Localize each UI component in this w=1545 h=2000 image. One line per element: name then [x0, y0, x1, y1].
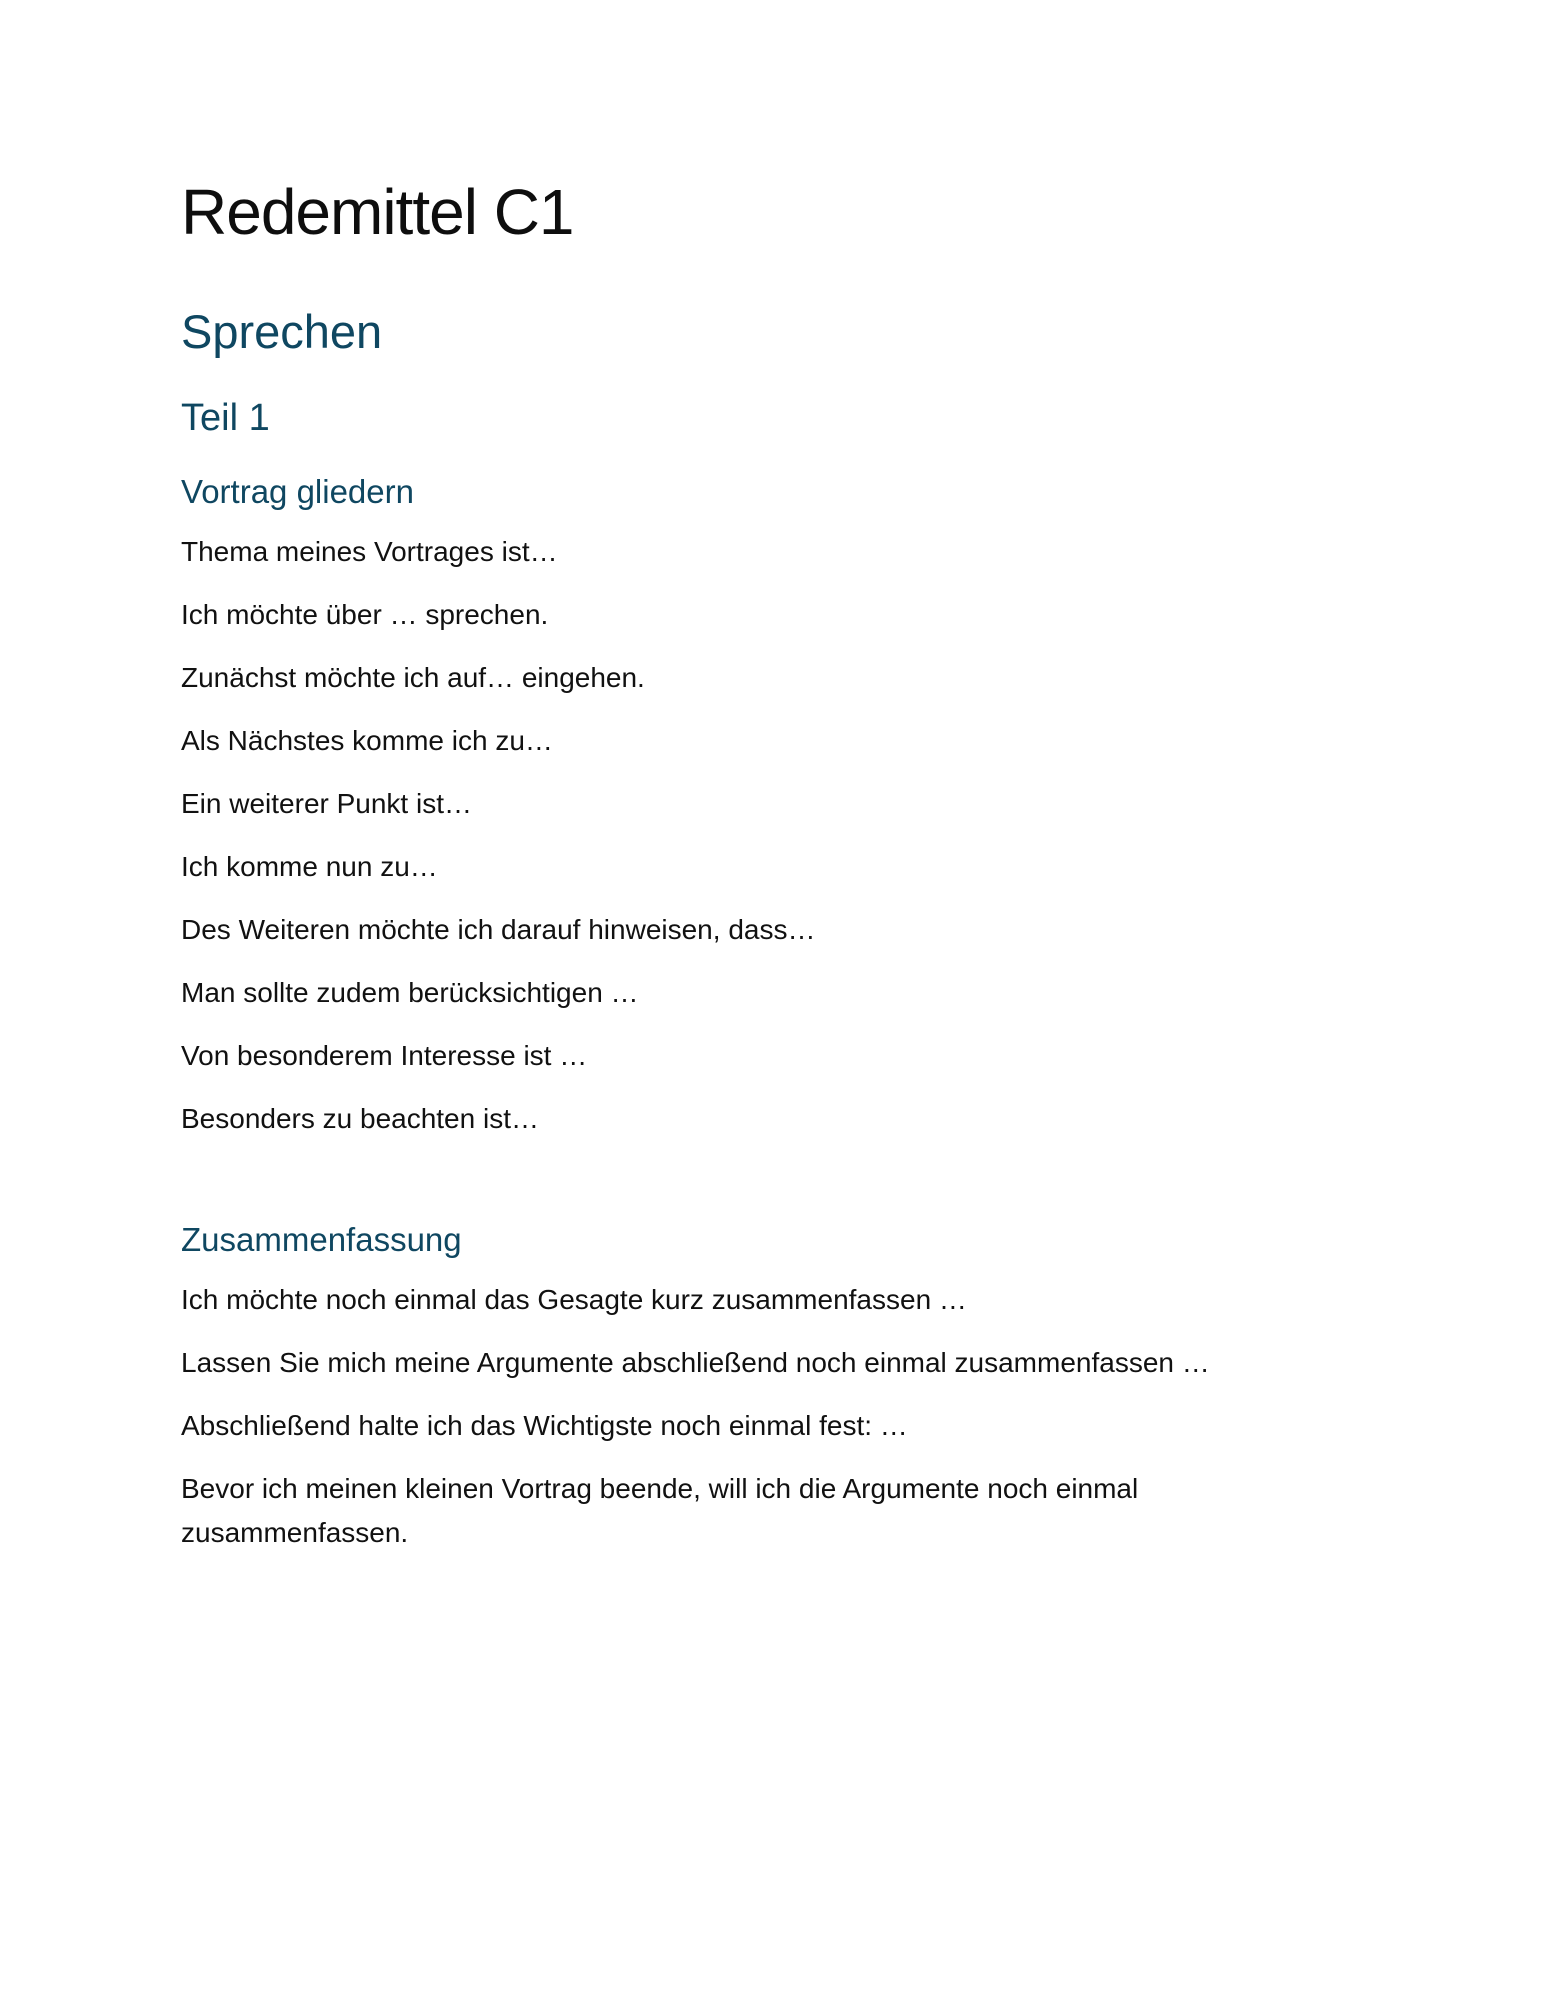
phrase-item: Abschließend halte ich das Wichtigste noch einmal fest: …: [181, 1410, 908, 1441]
phrase-item: Bevor ich meinen kleinen Vortrag beende, will ich die Argumente noch einmal zusammenfassen.: [181, 1473, 1139, 1548]
phrase-item: Ich möchte noch einmal das Gesagte kurz zusammenfassen …: [181, 1284, 967, 1315]
phrase-item: Als Nächstes komme ich zu…: [181, 725, 553, 756]
phrase-item: Von besonderem Interesse ist …: [181, 1040, 588, 1071]
phrase-item: Des Weiteren möchte ich darauf hinweisen, dass…: [181, 914, 816, 945]
phrase-item: Ich möchte über … sprechen.: [181, 599, 549, 630]
phrase-list-zusammenfassung: [181, 1278, 1361, 1555]
part-heading: Teil 1: [181, 397, 270, 439]
document-title: Redemittel C1: [181, 176, 574, 248]
phrase-item: Zunächst möchte ich auf… eingehen.: [181, 662, 645, 693]
group-heading-vortrag-gliedern: Vortrag gliedern: [181, 473, 414, 510]
phrase-list-vortrag-gliedern: [181, 530, 1361, 1141]
phrase-item: Besonders zu beachten ist…: [181, 1103, 539, 1134]
phrase-item: Ich komme nun zu…: [181, 851, 438, 882]
group-heading-zusammenfassung: Zusammenfassung: [181, 1221, 462, 1258]
document-content: [181, 176, 1361, 1574]
phrase-item: Lassen Sie mich meine Argumente abschließend noch einmal zusammenfassen …: [181, 1347, 1210, 1378]
section-heading: Sprechen: [181, 305, 383, 358]
phrase-item: Thema meines Vortrages ist…: [181, 536, 558, 567]
phrase-item: Man sollte zudem berücksichtigen …: [181, 977, 639, 1008]
phrase-item: Ein weiterer Punkt ist…: [181, 788, 472, 819]
